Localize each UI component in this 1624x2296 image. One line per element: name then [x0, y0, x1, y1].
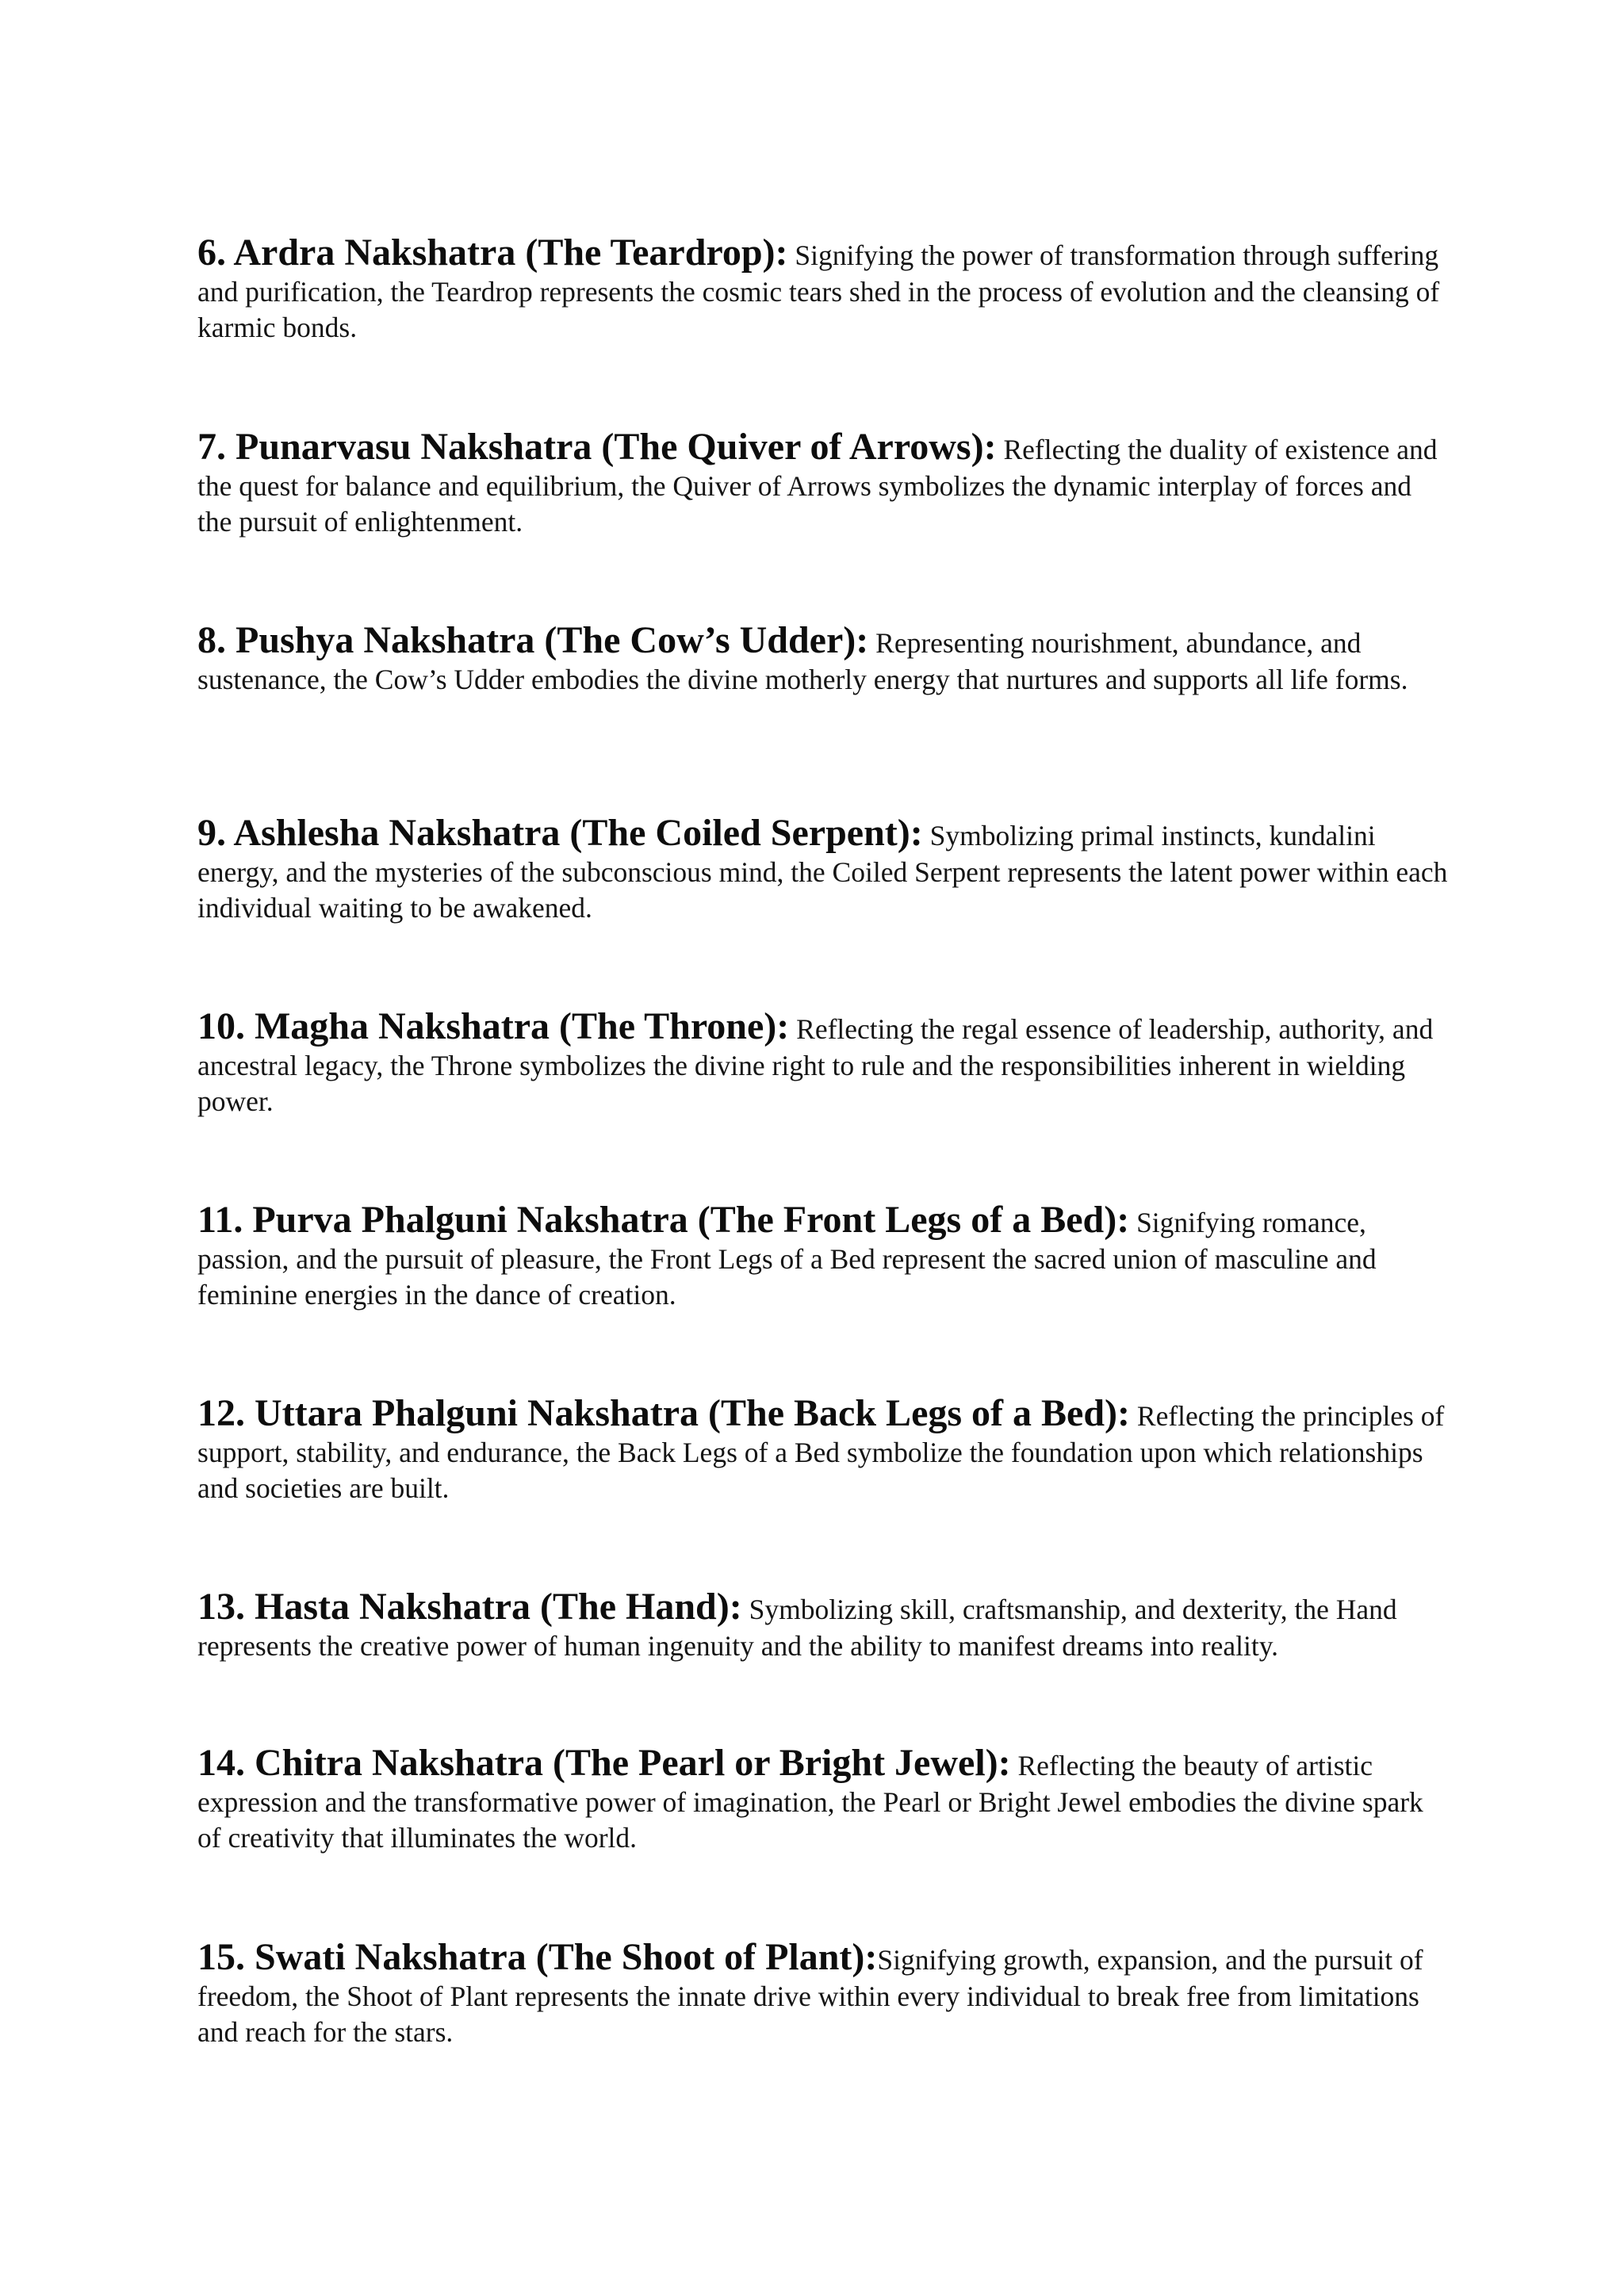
entry-heading: 7. Punarvasu Nakshatra (The Quiver of Arrows):	[197, 426, 997, 468]
nakshatra-entry	[197, 1936, 1450, 2051]
entry-body: Representing nourishment, abundance, and sustenance, the Cow’s Udder embodies the divine motherly energy that nurtures and supports all life forms.	[197, 627, 1408, 695]
entry-body: Reflecting the duality of existence and the quest for balance and equilibrium, the Quiver of Arrows symbolizes the dynamic interplay of forces and the pursuit of enlightenment.	[197, 434, 1438, 538]
nakshatra-entry	[197, 619, 1450, 698]
entry-body: Signifying romance, passion, and the pursuit of pleasure, the Front Legs of a Bed represent the sacred union of masculine and feminine energies in the dance of creation.	[197, 1207, 1377, 1311]
entry-body: Signifying growth, expansion, and the pursuit of freedom, the Shoot of Plant represents the innate drive within every individual to break free from limitations and reach for the stars.	[197, 1944, 1423, 2048]
entry-heading: 11. Purva Phalguni Nakshatra (The Front Legs of a Bed):	[197, 1199, 1130, 1241]
entry-heading: 12. Uttara Phalguni Nakshatra (The Back Legs of a Bed):	[197, 1392, 1131, 1434]
entry-heading: 10. Magha Nakshatra (The Throne):	[197, 1005, 790, 1047]
entry-body: Reflecting the regal essence of leadership, authority, and ancestral legacy, the Throne symbolizes the divine right to rule and the responsibilities inherent in wielding power.	[197, 1013, 1434, 1117]
nakshatra-entry	[197, 812, 1450, 927]
entry-body: Symbolizing skill, craftsmanship, and dexterity, the Hand represents the creative power of human ingenuity and the ability to manifest dreams into reality.	[197, 1594, 1397, 1662]
entry-body: Symbolizing primal instincts, kundalini energy, and the mysteries of the subconscious mind, the Coiled Serpent represents the latent power within each individual waiting to be awakened.	[197, 820, 1448, 924]
entry-body: Reflecting the beauty of artistic expression and the transformative power of imagination, the Pearl or Bright Jewel embodies the divine spark of creativity that illuminates the world.	[197, 1750, 1423, 1854]
nakshatra-entry	[197, 426, 1450, 541]
entry-heading: 8. Pushya Nakshatra (The Cow’s Udder):	[197, 619, 869, 661]
entry-heading: 6. Ardra Nakshatra (The Teardrop):	[197, 232, 788, 274]
nakshatra-entry	[197, 232, 1450, 346]
nakshatra-entry	[197, 1586, 1450, 1664]
entry-body: Signifying the power of transformation through suffering and purification, the Teardrop represents the cosmic tears shed in the process of evolution and the cleansing of karmic bonds.	[197, 239, 1440, 343]
nakshatra-entry	[197, 1199, 1450, 1314]
nakshatra-entry	[197, 1742, 1450, 1857]
entry-heading: 13. Hasta Nakshatra (The Hand):	[197, 1586, 742, 1628]
entry-heading: 15. Swati Nakshatra (The Shoot of Plant):	[197, 1936, 878, 1978]
nakshatra-entry	[197, 1005, 1450, 1120]
nakshatra-entry	[197, 1392, 1450, 1507]
entry-heading: 9. Ashlesha Nakshatra (The Coiled Serpent):	[197, 812, 923, 854]
entry-body: Reflecting the principles of support, stability, and endurance, the Back Legs of a Bed symbolize the foundation upon which relationships and societies are built.	[197, 1400, 1445, 1504]
entry-heading: 14. Chitra Nakshatra (The Pearl or Bright Jewel):	[197, 1742, 1011, 1784]
